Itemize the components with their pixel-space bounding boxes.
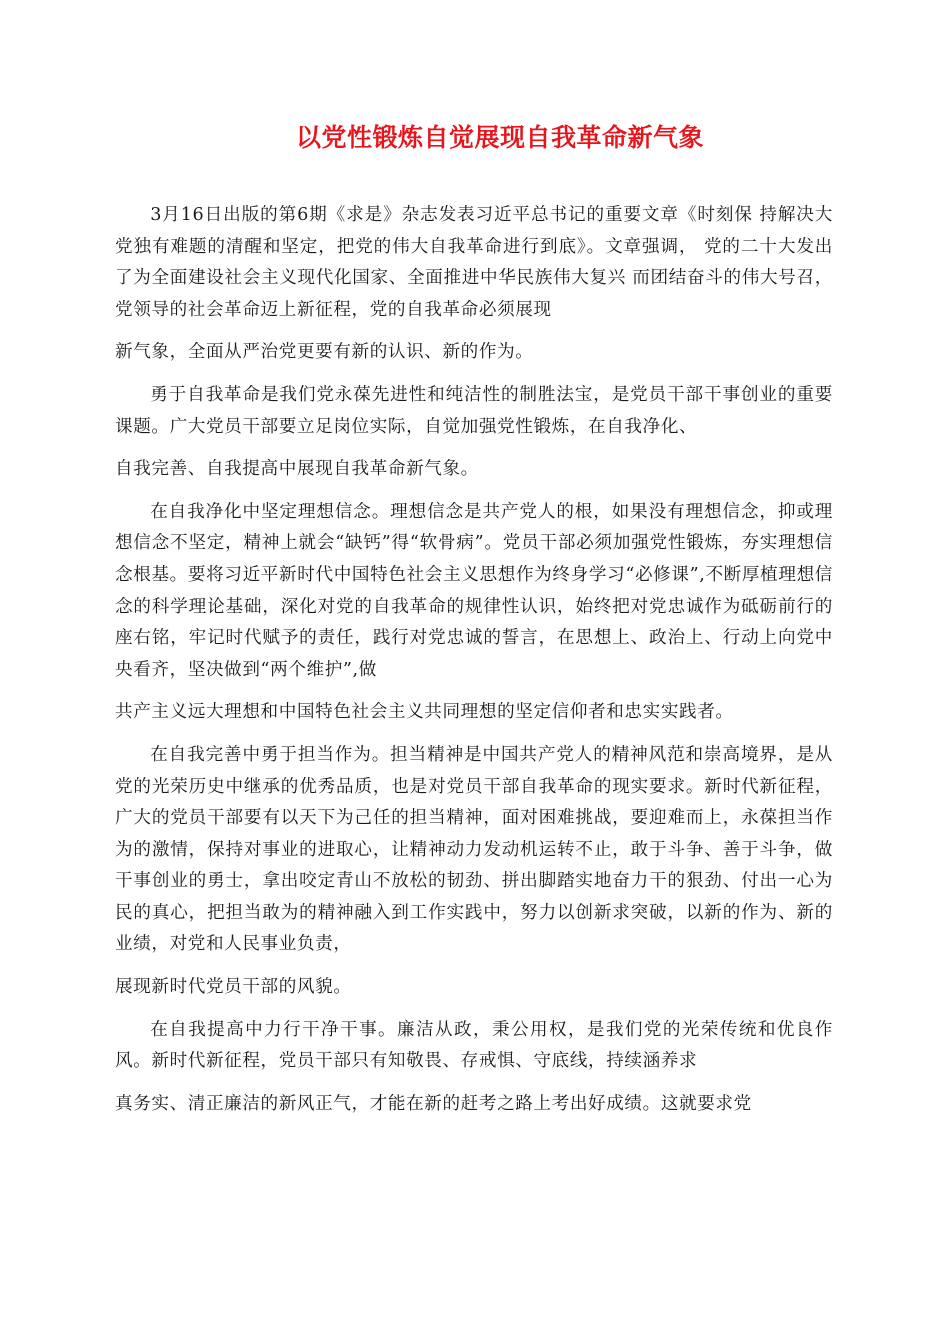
paragraph-4: 在自我完善中勇于担当作为。担当精神是中国共产党人的精神风范和崇高境界，是从党的光荣历史中继承的优秀品质，也是对党员干部自我革命的现实要求。新时代新征程，广大的党员干部要有以天下为己任的担当精神，面对困难挑战，要迎难而上，永葆担当作为的激情，保持对事业的进取心，让精神动力发动机运转不止，敢于斗争、善于斗争，做干事创业的勇士，拿出咬定青山不放松的韧劲、拼出脚踏实地奋力干的狠劲、付出一心为民的真心，把担当敢为的精神融入到工作实践中，努力以创新求突破，以新的作为、新的业绩，对党和人民事业负责，: [115, 744, 833, 955]
document-body: [115, 200, 833, 1131]
paragraph-3-continued: 共产主义远大理想和中国特色社会主义共同理想的坚定信仰者和忠实实践者。: [115, 702, 734, 723]
paragraph-4-continued: 展现新时代党员干部的风貌。: [115, 977, 352, 998]
paragraph-1: 3月16日出版的第6期《求是》杂志发表习近平总书记的重要文章《时刻保 持解决大党独有难题的清醒和坚定，把党的伟大自我革命进行到底》。文章强调， 党的二十大发出了为全面建设社会主义现代化国家、全面推进中华民族伟大复兴 而团结奋斗的伟大号召，党领导的社会革命迈上新征程，党的自我革命必须展现: [115, 205, 833, 320]
paragraph-5-continued: 真务实、清正廉洁的新风正气，才能在新的赶考之路上考出好成绩。这就要求党: [115, 1093, 752, 1114]
paragraph-3: 在自我净化中坚定理想信念。理想信念是共产党人的根，如果没有理想信念，抑或理想信念不坚定，精神上就会“缺钙”得“软骨病”。党员干部必须加强党性锻炼，夯实理想信念根基。要将习近平新时代中国特色社会主义思想作为终身学习“必修课”,不断厚植理想信念的科学理论基础，深化对党的自我革命的规律性认识，始终把对党忠诚作为砥砺前行的座右铭，牢记时代赋予的责任，践行对党忠诚的誓言，在思想上、政治上、行动上向党中央看齐，坚决做到“两个维护”,做: [115, 501, 833, 680]
paragraph-5: 在自我提高中力行干净干事。廉洁从政，秉公用权，是我们党的光荣传统和优良作风。新时代新征程，党员干部只有知敬畏、存戒惧、守底线，持续涵养求: [115, 1019, 833, 1072]
document-title: 以党性锻炼自觉展现自我革命新气象: [295, 123, 704, 152]
paragraph-2-continued: 自我完善、自我提高中展现自我革命新气象。: [115, 459, 479, 480]
paragraph-2: 勇于自我革命是我们党永葆先进性和纯洁性的制胜法宝，是党员干部干事创业的重要课题。广大党员干部要立足岗位实际，自觉加强党性锻炼，在自我净化、: [115, 384, 833, 437]
paragraph-1-continued: 新气象，全面从严治党更要有新的认识、新的作为。: [115, 342, 534, 363]
